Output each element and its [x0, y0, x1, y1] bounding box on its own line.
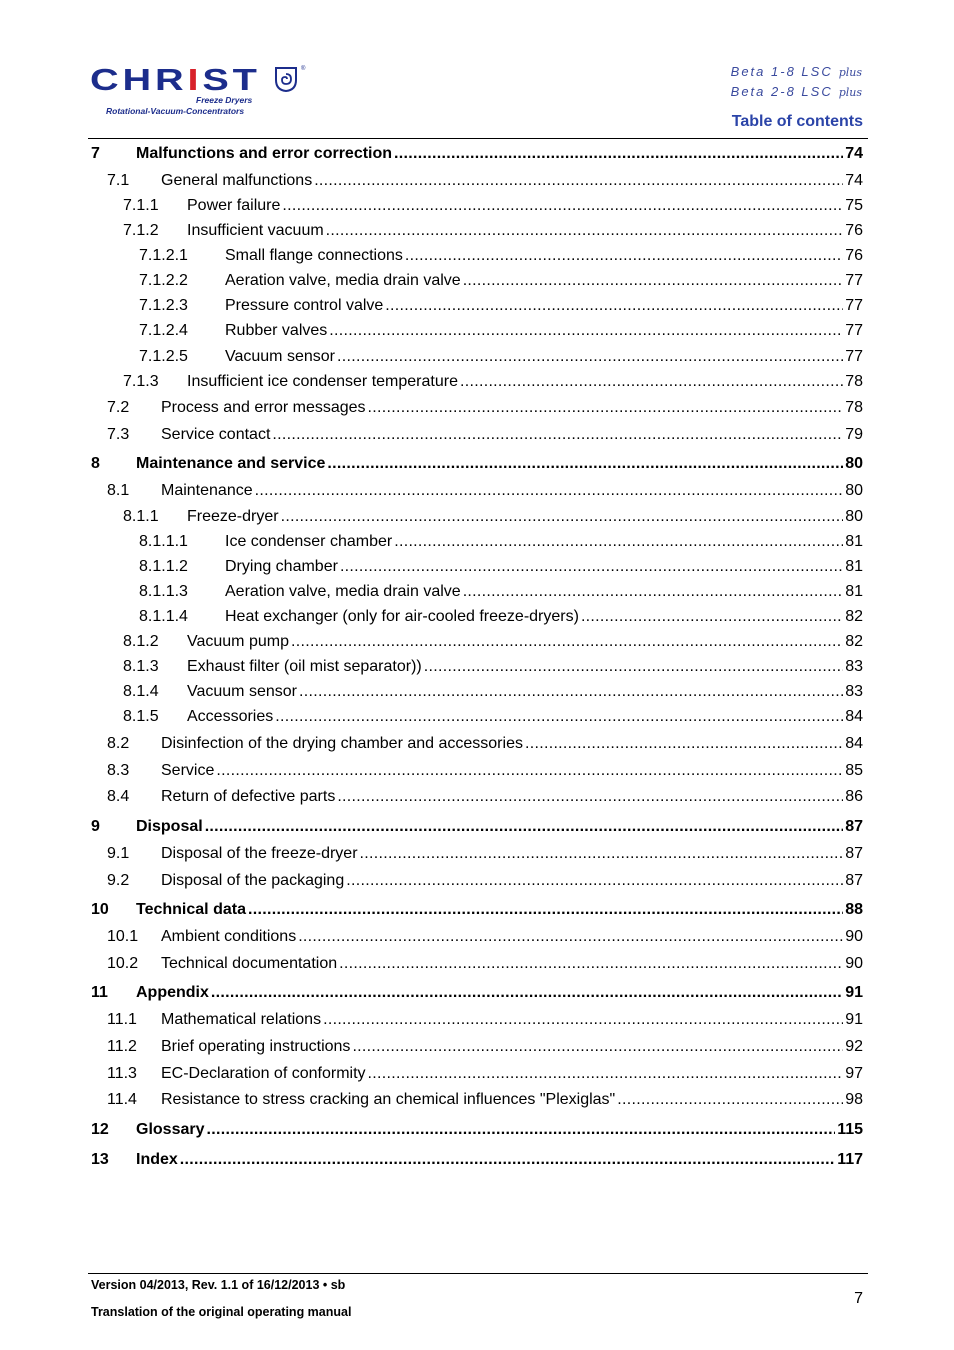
toc-entry-number: 13 — [91, 1151, 109, 1168]
toc-entry[interactable] — [161, 482, 863, 502]
toc-entry-page: 75 — [845, 197, 863, 214]
toc-entry-number: 9.1 — [107, 845, 130, 862]
toc-entry-title: Small flange connections — [225, 247, 403, 264]
toc-entry-page: 86 — [845, 788, 863, 805]
toc-entry-title: Maintenance — [161, 482, 253, 499]
toc-entry-title: Disposal of the freeze-dryer — [161, 845, 358, 862]
toc-entry[interactable] — [225, 558, 863, 578]
toc-entry[interactable] — [136, 984, 863, 1004]
toc-entry-title: Vacuum sensor — [225, 348, 335, 365]
toc-entry-page: 84 — [845, 735, 863, 752]
toc-entry-title: Drying chamber — [225, 558, 338, 575]
toc-entry-number: 7.1.2.2 — [139, 272, 188, 289]
toc-entry-title: General malfunctions — [161, 172, 313, 189]
toc-entry-page: 78 — [845, 399, 863, 416]
toc-entry-page: 74 — [845, 172, 863, 189]
toc-dot-leader — [368, 1065, 844, 1083]
toc-dot-leader — [282, 197, 843, 215]
toc-entry-page: 82 — [845, 633, 863, 650]
toc-entry-number: 7.2 — [107, 399, 130, 416]
toc-entry-page: 117 — [837, 1151, 863, 1168]
toc-entry-number: 11.2 — [107, 1038, 137, 1055]
toc-entry[interactable] — [136, 145, 863, 165]
toc-dot-leader — [206, 1121, 835, 1139]
toc-entry[interactable] — [225, 608, 863, 628]
logo-wordmark: CHRIST — [90, 62, 261, 97]
toc-entry-number: 8.1.2 — [123, 633, 159, 650]
toc-entry[interactable] — [161, 735, 863, 755]
toc-dot-leader — [460, 373, 843, 391]
toc-dot-leader — [340, 558, 843, 576]
toc-dot-leader — [360, 845, 844, 863]
toc-entry[interactable] — [161, 928, 863, 948]
toc-entry-page: 90 — [845, 955, 863, 972]
toc-entry-title: Service — [161, 762, 215, 779]
toc-entry-page: 77 — [845, 272, 863, 289]
toc-dot-leader — [405, 247, 843, 265]
toc-entry-page: 76 — [845, 247, 863, 264]
toc-entry-number: 7.1.2 — [123, 222, 159, 239]
toc-dot-leader — [463, 583, 844, 601]
toc-entry-title: Vacuum sensor — [187, 683, 297, 700]
toc-entry-title: Insufficient vacuum — [187, 222, 324, 239]
logo-subtitle-freeze-dryers: Freeze Dryers — [196, 95, 253, 105]
toc-entry[interactable] — [136, 1151, 863, 1171]
toc-dot-leader — [463, 272, 844, 290]
toc-entry-number: 11.4 — [107, 1091, 137, 1108]
toc-entry-title: Disposal — [136, 818, 203, 835]
toc-dot-leader — [424, 658, 843, 676]
toc-entry-number: 7.1 — [107, 172, 130, 189]
toc-entry-page: 81 — [845, 533, 863, 550]
toc-entry-title: Maintenance and service — [136, 455, 326, 472]
toc-entry[interactable] — [161, 1091, 863, 1111]
toc-dot-leader — [255, 482, 844, 500]
model-plus-2: plus — [838, 86, 862, 99]
toc-entry[interactable] — [136, 1121, 863, 1141]
toc-entry[interactable] — [187, 197, 863, 217]
toc-entry[interactable] — [161, 845, 863, 865]
toc-entry-page: 81 — [845, 583, 863, 600]
toc-dot-leader — [394, 533, 843, 551]
toc-dot-leader — [339, 955, 843, 973]
toc-entry[interactable] — [136, 901, 863, 921]
toc-entry-page: 84 — [845, 708, 863, 725]
toc-entry[interactable] — [187, 633, 863, 653]
toc-dot-leader — [525, 735, 843, 753]
toc-entry-page: 92 — [845, 1038, 863, 1055]
toc-entry-number: 8.1.3 — [123, 658, 159, 675]
toc-dot-leader — [337, 348, 843, 366]
toc-entry-number: 8.2 — [107, 735, 130, 752]
toc-entry-number: 11.1 — [107, 1011, 137, 1028]
toc-dot-leader — [275, 708, 843, 726]
toc-entry[interactable] — [161, 955, 863, 975]
toc-entry-title: Vacuum pump — [187, 633, 289, 650]
toc-entry-number: 8.1.4 — [123, 683, 159, 700]
toc-entry-number: 8.3 — [107, 762, 130, 779]
toc-entry-number: 10.2 — [107, 955, 139, 972]
footer-version: Version 04/2013, Rev. 1.1 of 16/12/2013 • sb — [91, 1278, 346, 1292]
toc-entry-number: 7.1.2.5 — [139, 348, 188, 365]
toc-entry-page: 91 — [845, 1011, 863, 1028]
toc-entry-page: 79 — [845, 426, 863, 443]
toc-dot-leader — [352, 1038, 843, 1056]
toc-entry[interactable] — [161, 762, 863, 782]
toc-entry[interactable] — [225, 272, 863, 292]
footer-translation-note: Translation of the original operating manual — [91, 1305, 352, 1319]
toc-entry-number: 8.1 — [107, 482, 130, 499]
toc-entry-title: Aeration valve, media drain valve — [225, 272, 461, 289]
toc-entry[interactable] — [161, 1038, 863, 1058]
toc-entry[interactable] — [225, 583, 863, 603]
toc-dot-leader — [346, 872, 843, 890]
toc-dot-leader — [337, 788, 843, 806]
toc-entry-page: 88 — [845, 901, 863, 918]
toc-entry[interactable] — [187, 508, 863, 528]
toc-dot-leader — [327, 455, 843, 473]
toc-entry-title: Appendix — [136, 984, 209, 1001]
toc-entry[interactable] — [187, 683, 863, 703]
toc-dot-leader — [394, 145, 843, 163]
toc-entry-page: 85 — [845, 762, 863, 779]
toc-dot-leader — [291, 633, 843, 651]
toc-entry-number: 8.4 — [107, 788, 130, 805]
toc-entry[interactable] — [161, 788, 863, 808]
toc-entry-number: 8 — [91, 455, 100, 472]
toc-entry[interactable] — [225, 247, 863, 267]
toc-entry-number: 8.1.1.2 — [139, 558, 188, 575]
toc-entry-title: Brief operating instructions — [161, 1038, 351, 1055]
toc-entry-page: 77 — [845, 297, 863, 314]
toc-entry-title: Ambient conditions — [161, 928, 297, 945]
toc-entry-title: Power failure — [187, 197, 281, 214]
toc-entry-title: Aeration valve, media drain valve — [225, 583, 461, 600]
toc-entry-title: Process and error messages — [161, 399, 366, 416]
logo-red-letter: I — [187, 62, 203, 97]
section-title: Table of contents — [731, 113, 863, 130]
toc-entry-title: EC-Declaration of conformity — [161, 1065, 366, 1082]
toc-dot-leader — [299, 683, 843, 701]
toc-entry[interactable] — [187, 222, 863, 242]
toc-entry[interactable] — [161, 172, 863, 192]
model-plus-1: plus — [838, 66, 862, 79]
toc-entry-title: Index — [136, 1151, 178, 1168]
toc-entry-number: 10.1 — [107, 928, 139, 945]
toc-entry-title: Rubber valves — [225, 322, 328, 339]
toc-entry-number: 7.1.2.3 — [139, 297, 188, 314]
toc-entry-number: 8.1.1.3 — [139, 583, 188, 600]
page-number: 7 — [854, 1290, 863, 1307]
toc-entry[interactable] — [161, 399, 863, 419]
toc-entry-page: 91 — [845, 984, 863, 1001]
toc-entry-page: 81 — [845, 558, 863, 575]
registered-mark: ® — [301, 66, 306, 72]
toc-entry-page: 80 — [845, 455, 863, 472]
toc-entry-page: 77 — [845, 348, 863, 365]
toc-entry-number: 7.1.2.4 — [139, 322, 188, 339]
toc-entry-number: 7 — [91, 145, 100, 162]
toc-entry-title: Insufficient ice condenser temperature — [187, 373, 458, 390]
toc-entry-title: Malfunctions and error correction — [136, 145, 393, 162]
toc-dot-leader — [180, 1151, 835, 1169]
toc-dot-leader — [298, 928, 843, 946]
toc-entry-page: 80 — [845, 482, 863, 499]
toc-entry[interactable] — [187, 708, 863, 728]
toc-entry[interactable] — [161, 426, 863, 446]
toc-dot-leader — [281, 508, 844, 526]
toc-entry-page: 76 — [845, 222, 863, 239]
toc-dot-leader — [329, 322, 843, 340]
toc-dot-leader — [248, 901, 843, 919]
toc-entry[interactable] — [225, 322, 863, 342]
toc-entry-page: 87 — [845, 845, 863, 862]
toc-entry-number: 11.3 — [107, 1065, 137, 1082]
toc-entry[interactable] — [136, 818, 863, 838]
toc-entry-title: Ice condenser chamber — [225, 533, 393, 550]
toc-entry-number: 8.1.5 — [123, 708, 159, 725]
toc-entry-title: Pressure control valve — [225, 297, 384, 314]
toc-entry-number: 7.3 — [107, 426, 130, 443]
toc-entry-page: 74 — [845, 145, 863, 162]
toc-entry-number: 8.1.1.1 — [139, 533, 188, 550]
toc-entry-page: 80 — [845, 508, 863, 525]
toc-entry-page: 77 — [845, 322, 863, 339]
model-name-1: Beta 1-8 LSC — [730, 64, 833, 79]
toc-dot-leader — [581, 608, 843, 626]
toc-dot-leader — [211, 984, 843, 1002]
toc-entry-page: 83 — [845, 683, 863, 700]
toc-entry-page: 87 — [845, 872, 863, 889]
toc-entry-title: Exhaust filter (oil mist separator)) — [187, 658, 422, 675]
toc-entry[interactable] — [225, 533, 863, 553]
toc-dot-leader — [205, 818, 844, 836]
toc-entry[interactable] — [161, 1011, 863, 1031]
footer-divider — [88, 1273, 868, 1274]
toc-entry-title: Service contact — [161, 426, 271, 443]
toc-dot-leader — [216, 762, 843, 780]
toc-entry-number: 7.1.3 — [123, 373, 159, 390]
toc-entry-number: 7.1.1 — [123, 197, 159, 214]
toc-entry-title: Glossary — [136, 1121, 205, 1138]
toc-entry-number: 8.1.1.4 — [139, 608, 188, 625]
toc-dot-leader — [314, 172, 843, 190]
toc-entry-page: 90 — [845, 928, 863, 945]
toc-entry-title: Return of defective parts — [161, 788, 336, 805]
toc-entry-title: Heat exchanger (only for air-cooled freeze-dryers) — [225, 608, 579, 625]
toc-entry[interactable] — [136, 455, 863, 475]
toc-entry-number: 11 — [91, 984, 108, 1001]
toc-entry-title: Accessories — [187, 708, 274, 725]
toc-entry-title: Resistance to stress cracking an chemical influences "Plexiglas" — [161, 1091, 616, 1108]
toc-entry[interactable] — [161, 1065, 863, 1085]
toc-entry-title: Technical documentation — [161, 955, 338, 972]
toc-entry-title: Disposal of the packaging — [161, 872, 345, 889]
toc-entry-page: 97 — [845, 1065, 863, 1082]
toc-dot-leader — [272, 426, 843, 444]
toc-dot-leader — [326, 222, 844, 240]
toc-entry-number: 12 — [91, 1121, 109, 1138]
toc-entry-number: 9 — [91, 818, 100, 835]
toc-entry-title: Mathematical relations — [161, 1011, 322, 1028]
toc-entry-title: Technical data — [136, 901, 246, 918]
toc-entry-number: 7.1.2.1 — [139, 247, 188, 264]
toc-entry[interactable] — [225, 297, 863, 317]
toc-entry[interactable] — [187, 658, 863, 678]
toc-entry[interactable] — [225, 348, 863, 368]
toc-dot-leader — [323, 1011, 843, 1029]
toc-dot-leader — [617, 1091, 843, 1109]
toc-entry[interactable] — [187, 373, 863, 393]
toc-entry-page: 78 — [845, 373, 863, 390]
model-name-2: Beta 2-8 LSC — [730, 84, 833, 99]
toc-entry-page: 87 — [845, 818, 863, 835]
toc-entry-page: 115 — [837, 1121, 863, 1138]
toc-dot-leader — [368, 399, 844, 417]
logo-subtitle-concentrators: Rotational-Vacuum-Concentrators — [106, 106, 245, 116]
toc-entry-number: 8.1.1 — [123, 508, 159, 525]
toc-dot-leader — [385, 297, 843, 315]
toc-entry-page: 83 — [845, 658, 863, 675]
toc-entry-number: 9.2 — [107, 872, 130, 889]
toc-entry-page: 98 — [845, 1091, 863, 1108]
toc-entry-title: Disinfection of the drying chamber and accessories — [161, 735, 523, 752]
toc-entry-title: Freeze-dryer — [187, 508, 279, 525]
toc-entry-page: 82 — [845, 608, 863, 625]
toc-entry[interactable] — [161, 872, 863, 892]
toc-entry-number: 10 — [91, 901, 109, 918]
